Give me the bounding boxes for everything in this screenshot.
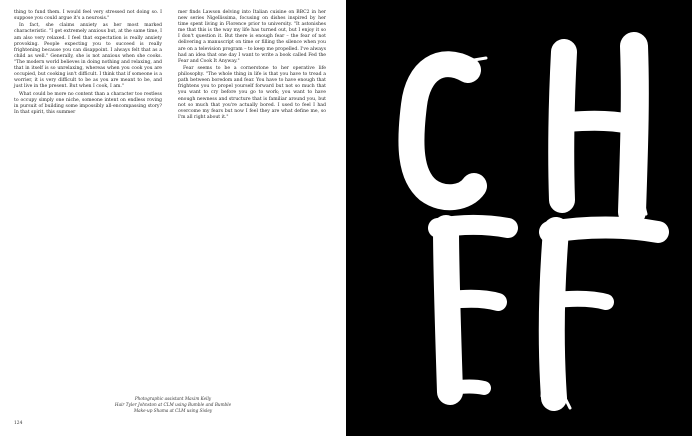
letter-f (542, 228, 658, 409)
page-number: 124 (14, 421, 23, 426)
chef-brush-lettering (346, 0, 692, 436)
credit-line: Hair Tyler Johnston at CLM using Bumble and Bumble (114, 402, 232, 407)
letter-e (438, 225, 508, 392)
paragraph: mer finds Lawson delving into Italian cuisine on BBC2 in her new series Nigellissima, focusing on dishes inspired by her time spent living in Florence prior to university. "It astonishes me that this is the way my life has turned out, but I enjoy it so I don't question it. But there is enough fear – the fear of not delivering a manuscript on time or filling the silence when you are on a television program – to keep me propelled. I've always had an idea that one day I want to write a book called Fed the Fear and Cook It Anyway." (178, 10, 326, 64)
paragraph: Fear seems to be a cornerstone to her operative life philosophy. "The whole thing in life is that you have to tread a path between boredom and fear. You have to have enough that frightens you to propel yourself forward but not so much that you want to cry before you go to work; you want to have enough newness and structure that is familiar around you, but not so much that you're actually bored. I used to feel I had overcome my fears but now I feel they are what define me, so I'm all right about it." (178, 66, 326, 120)
letter-c (406, 58, 486, 197)
letter-h (561, 46, 646, 214)
paragraph: What could be more no content than a character too restless to occupy simply one niche, someone intent on endless roving in pursuit of building some impossibly all-encompassing story? In that spirit, this summer (14, 91, 162, 115)
paragraph: thing to fund them. I would feel very stressed not doing so. I suppose you could argue it's a neurosis." (14, 10, 162, 22)
credit-line: Photographic assistant Maxim Kelly (134, 396, 212, 401)
text-column-1 (14, 10, 162, 117)
paragraph: In fact, she claims anxiety as her most marked characteristic. "I get extremely anxious but, at the same time, I am also very relaxed. I feel that expectation is really anxiety provoking. People expecting you to succeed is really frightening because you can disappoint. I always felt that as a child as well." Generally, she is not anxious when she cooks. "The modern world believes in doing nothing and relaxing, and that in itself is so unrelaxing, whereas when you cook you are occupied, but cooking isn't difficult. I think that if someone is a worrier, it is very difficult to be as you are meant to be, and just live in the present. But when I cook, I am." (14, 23, 162, 90)
photo-credits (0, 396, 346, 414)
chef-artwork-page (346, 0, 692, 436)
credit-line: Make-up Shama at CLM using Sisley (133, 408, 213, 413)
text-column-2 (178, 10, 326, 122)
